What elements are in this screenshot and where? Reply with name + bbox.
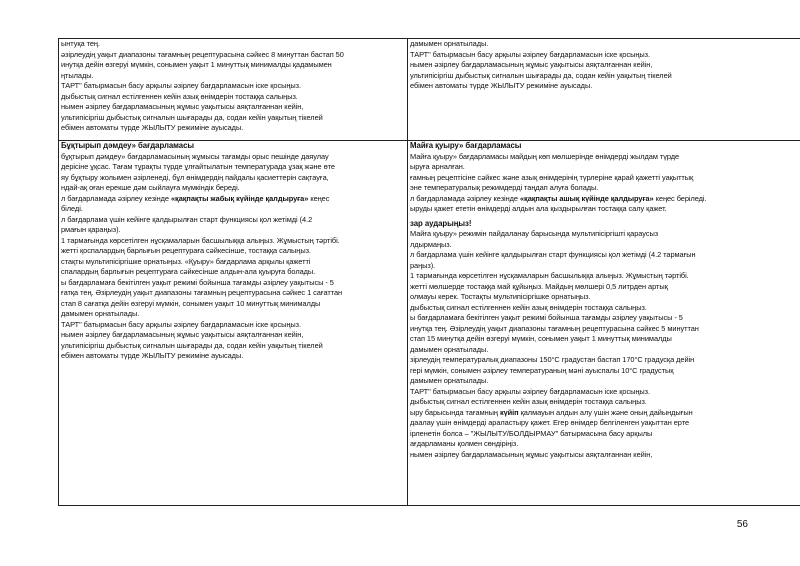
text-line: л бағдарлама үшін кейінге қалдырылған старт функциясы қол жетімді (4.2 (61, 214, 313, 224)
text-line: ы бағдарламаға бекітілген уақыт режимі бойынша тағамды әзірлеу уақытысы - 5 (410, 313, 683, 322)
text-block (61, 152, 407, 362)
section-heading: Майға қуыру» бағдарламасы (410, 141, 522, 150)
text-line: стап 8 сағатқа дейін өзгеруі мүмкін, сонымен уақыт 10 минуттық минималды (61, 298, 321, 308)
text-line: 1 тармағында көрсетілген нұсқамаларын басшылыққа алыңыз. Жұмыстың тәртібі. (410, 271, 689, 280)
text-line: дерісіне ұқсас. Тағам тұрақты түрде ұлғайтылатын температурада ұзақ және өте (61, 162, 335, 171)
text-line: ыруға арналған. (410, 162, 465, 171)
text-line: стап 15 минутқа дейін өзгеруі мүмкін, сонымен уақыт 1 минуттық минималды (410, 334, 672, 343)
text-line: ңтылады. (61, 70, 94, 80)
table-row (59, 141, 800, 506)
text-line: эне температуралық режимдерді таңдап алуға болады. (410, 183, 599, 192)
text-line: ультипісіргіш дыбыстық сигналын шығарады да, содан кейін уақытың тікелей (61, 340, 323, 350)
text-line: стақты мультипісіргішке орнатыңыз. «Қуыру» бағдарлама арқылы қажетті (61, 256, 311, 266)
text-line: ынтуқа тең. (61, 39, 100, 48)
text-line: л бағдарлама үшін кейінге қалдырылған старт функциясы қол жетімді (4.2 тармағын (410, 250, 696, 259)
text-line: нымен әзірлеу бағдарламасының жұмыс уақытысы аяқталғаннан кейін, (410, 60, 653, 69)
text-line: дамымен орнатылады. (61, 309, 140, 318)
cell-top-right (408, 39, 800, 141)
text-line: біледі. (61, 204, 83, 213)
text-line: 1 тармағында көрсетілген нұсқамаларын басшылыққа алыңыз. Жұмыстың тәртібі. (61, 235, 340, 245)
text-line: нымен әзірлеу бағдарламасының жұмыс уақытысы аяқталғаннан кейін, (61, 102, 304, 111)
text-line: ТАРТ" батырмасын басу арқылы әзірлеу бағдарламасын іске қосыңыз. (410, 386, 650, 396)
text-line: зірлеудің температуралық диапазоны 150°С градустан бастап 170°С градусқа дейін (410, 355, 695, 364)
text-line: инутқа тең. Әзірлеудің уақыт диапазоны тағамның рецептурасына сәйкес 5 минуттан (410, 323, 699, 333)
text-block (410, 39, 800, 92)
text-line: дыбыстық сигнал естілгеннен кейін азық өнімдерін тостаққа салыңыз. (410, 302, 647, 312)
text-line: жетті мөлшерде тостаққа май құйыңыз. Майдың мөлшері 0,5 литрден артық (410, 281, 668, 291)
text-line: ебімен автоматы түрде ЖЫЛЫТУ режиміне ауысады. (61, 351, 244, 360)
text-line: бұқтырып дәмдеу» бағдарламасының жұмысы тағамды орыс пешінде даяулау (61, 151, 329, 161)
instruction-table (58, 38, 800, 506)
text-line: ТАРТ" батырмасын басу арқылы әзірлеу бағдарламасын іске қосыңыз. (61, 319, 301, 329)
cell-bottom-left (59, 141, 408, 506)
text-line: әзірлеудің уақыт диапазоны тағамның рецептурасына сәйкес 8 минуттан бастап 50 (61, 49, 344, 59)
text-line: даалау үшін өнімдерді араластыру қажет. Егер өнімдер белгіленген уақыттан ерте (410, 418, 690, 427)
text-line: ебімен автоматы түрде ЖЫЛЫТУ режиміне ауысады. (410, 81, 593, 90)
text-line: дамымен орнатылады. (410, 39, 489, 48)
text-line: рмағын қараңыз). (61, 225, 121, 234)
section-heading: Бұқтырып дәмдеу» бағдарламасы (61, 141, 194, 150)
cell-bottom-right (408, 141, 800, 506)
text-line: л бағдарламада әзірлеу кезінде «қақпақты ашық күйінде қалдыруға» кеңес беріледі. (410, 193, 707, 203)
text-block (410, 229, 800, 460)
text-line: ТАРТ" батырмасын басу арқылы әзірлеу бағдарламасын іске қосыңыз. (61, 81, 301, 90)
text-line: Майға қуыру» бағдарламасы майдың көп мөлшерінде өнімдерді жылдам түрде (410, 151, 680, 161)
warning-heading: зар аударыңыз! (410, 218, 472, 228)
text-line: нымен әзірлеу бағдарламасының жұмыс уақытысы аяқталғаннан кейін, (410, 449, 653, 459)
text-line: ғамның рецептісіне сәйкес және азық өнімдерінің түрлеріне қарай қажетті уақыттық (410, 172, 694, 182)
text-line: ағдарламаны қолмен сөндіріңіз. (410, 439, 519, 448)
text-line: инутқа дейін өзгеруі мүмкін, сонымен уақыт 1 минуттық минималды қадамымен (61, 60, 332, 69)
table-row (59, 39, 800, 141)
text-line: ТАРТ" батырмасын басу арқылы әзірлеу бағдарламасын іске қосыңыз. (410, 49, 650, 59)
text-line: ы бағдарламаға бекітілген уақыт режимі бойынша тағамды әзірлеу уақытысы - 5 (61, 277, 334, 287)
text-line: ірленетін болса – "ЖЫЛЫТУ/БОЛДЫРМАУ" батырмасына басу арқылы (410, 428, 653, 438)
text-line: дыбыстық сигнал естілгеннен кейін азық өнімдерін тостаққа салыңыз. (410, 397, 647, 406)
text-line: жетті қоспалардың барлығын рецептураға сәйкесінше, тостаққа салыңыз. (61, 246, 311, 255)
text-line: гері мүмкін, сонымен әзірлеу температураның мәні ауыспалы 10°С градустық (410, 365, 674, 375)
text-line: ыруды қажет ететін өнімдерді алдын ала қыздырылған тостаққа салу қажет. (410, 204, 667, 213)
text-line: л бағдарламада әзірлеу кезінде «қақпақты жабық күйінде қалдыруға» кеңес (61, 193, 330, 203)
page-number: 56 (736, 519, 748, 530)
text-line: дамымен орнатылады. (410, 344, 489, 354)
text-line: ыру барысында тағамның күйіп қалмауын алдын алу үшін және оның дайындығын (410, 407, 693, 417)
text-line: ндай-ақ оған ерекше дәм сыйлауға мүмкіндік береді. (61, 183, 240, 192)
text-line: дамымен орнатылады. (410, 376, 489, 385)
text-line: ультипісіргіш дыбыстық сигналын шығарады да, содан кейін уақытың тікелей (410, 70, 672, 80)
text-line: Майға қуыру» режимін пайдаланау барысында мультипісіргішті қараусыз (410, 229, 659, 238)
text-line: ғатқа тең. Әзірлеудің уақыт диапазоны тағамның рецептурасына сәйкес 1 сағаттан (61, 288, 343, 297)
text-line: ебімен автоматы түрде ЖЫЛЫТУ режиміне ауысады. (61, 123, 244, 132)
text-line: лдырмаңыз. (410, 239, 452, 249)
cell-top-left (59, 39, 408, 141)
text-line: ультипісіргіш дыбыстық сигналын шығарады да, содан кейін уақытың тікелей (61, 112, 323, 122)
text-line: дыбыстық сигнал естілгеннен кейін азық өнімдерін тостаққа салыңыз. (61, 91, 298, 101)
text-line: нымен әзірлеу бағдарламасының жұмыс уақытысы аяқталғаннан кейін, (61, 330, 304, 339)
text-line: раңыз). (410, 260, 436, 270)
text-block (61, 39, 407, 134)
text-line: спалардың барлығын рецептураға сәйкесінше алдын-ала қуыруға болады. (61, 267, 316, 276)
text-block (410, 152, 800, 215)
text-line: олмауы керек. Тостақты мультипісіргішке орнатыңыз. (410, 292, 591, 301)
text-line: яу бұқтыру жолымен әзірленеді, бұл өнімдердің пайдалы қасиеттерін сақтауға, (61, 172, 329, 182)
